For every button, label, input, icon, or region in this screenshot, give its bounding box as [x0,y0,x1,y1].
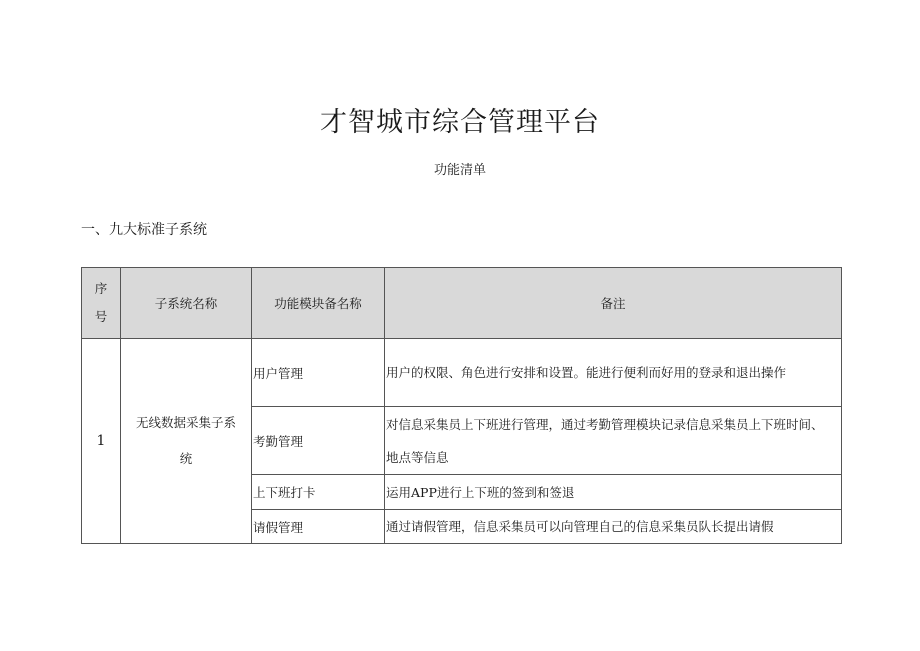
module-name: 考勤管理 [252,407,385,475]
row-number: 1 [82,339,121,544]
function-table [81,267,842,544]
module-note: 运用APP进行上下班的签到和签退 [385,475,842,510]
header-subsystem: 子系统名称 [121,268,252,339]
module-note: 通过请假管理，信息采集员可以向管理自己的信息采集员队长提出请假 [385,510,842,544]
header-note: 备注 [385,268,842,339]
subsystem-name-line1: 无线数据采集子系 [135,415,236,430]
table-row [82,339,842,407]
module-name: 用户管理 [252,339,385,407]
module-note: 对信息采集员上下班进行管理，通过考勤管理模块记录信息采集员上下班时间、地点等信息 [385,407,842,475]
module-name: 上下班打卡 [252,475,385,510]
subsystem-name-line2: 统 [179,451,193,466]
header-seq-line1: 序 [94,281,108,296]
module-name: 请假管理 [252,510,385,544]
section-heading: 一、九大标准子系统 [81,222,207,238]
header-seq [82,268,121,339]
table-header-row [82,268,842,339]
document-title: 才智城市综合管理平台 [320,107,600,138]
subsystem-name [121,339,252,544]
document-subtitle: 功能清单 [433,163,486,178]
module-note: 用户的权限、角色进行安排和设置。能进行便利而好用的登录和退出操作 [385,339,842,407]
header-seq-line2: 号 [94,309,108,324]
header-module: 功能模块备名称 [252,268,385,339]
